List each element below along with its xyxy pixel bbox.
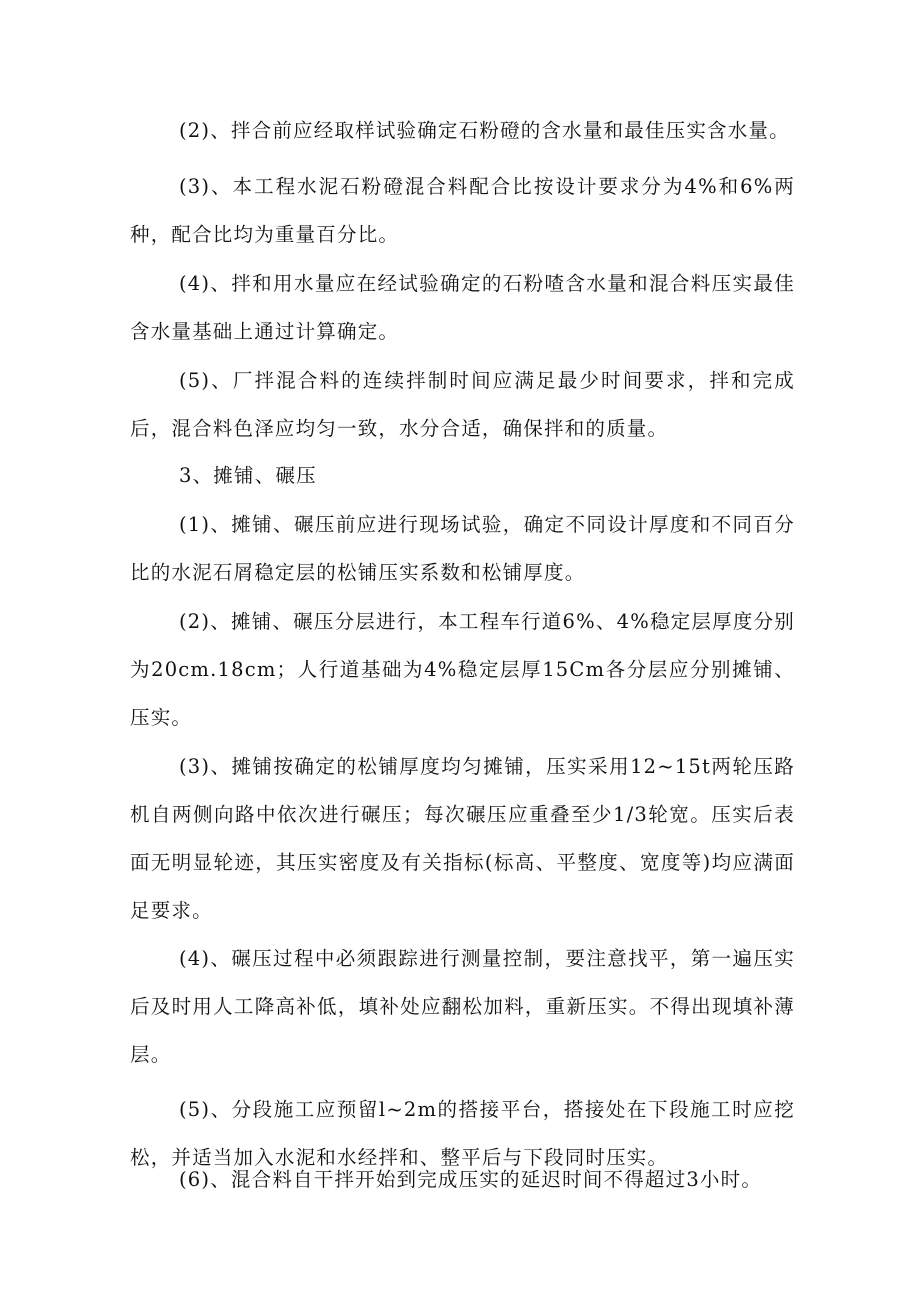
paragraph-plant-mixing: (5)、厂拌混合料的连续拌制时间应满足最少时间要求，拌和完成后，混合料色泽应均匀一致，水分合适，确保拌和的质量。 [130,369,795,440]
paragraph-measurement-control: (4)、碾压过程中必须跟踪进行测量控制，要注意找平，第一遍压实后及时用人工降高补低，填补处应翻松加料，重新压实。不得出现填补薄层。 [130,947,795,1066]
paragraph-mix-water-content: (2)、拌合前应经取样试验确定石粉磴的含水量和最佳压实含水量。 [179,119,790,142]
paragraph-delay-time: (6)、混合料自干拌开始到完成压实的延迟时间不得超过3小时。 [179,1168,763,1191]
paragraph-rolling: (3)、摊铺按确定的松铺厚度均匀摊铺，压实采用12~15t两轮压路机自两侧向路中依次进行碾压；每次碾压应重叠至少1/3轮宽。压实后表面无明显轮迹，其压实密度及有关指标(标高、平整度、宽度等)均应满面足要求。 [130,755,795,922]
paragraph-water-amount: (4)、拌和用水量应在经试验确定的石粉喳含水量和混合料压实最佳含水量基础上通过计算确定。 [130,272,795,343]
paragraph-segment-joint: (5)、分段施工应预留l~2m的搭接平台，搭接处在下段施工时应挖松，并适当加入水泥和水经拌和、整平后与下段同时压实。 [130,1098,795,1169]
paragraph-mix-ratio: (3)、本工程水泥石粉磴混合料配合比按设计要求分为4%和6%两种，配合比均为重量百分比。 [130,175,795,246]
section-heading-paving: 3、摊铺、碾压 [179,464,317,487]
paragraph-field-test: (1)、摊铺、碾压前应进行现场试验，确定不同设计厚度和不同百分比的水泥石屑稳定层的松铺压实系数和松铺厚度。 [130,513,795,584]
paragraph-layered-paving: (2)、摊铺、碾压分层进行，本工程车行道6%、4%稳定层厚度分别为20cm.18cm；人行道基础为4%稳定层厚15Cm各分层应分别摊铺、压实。 [130,610,795,729]
